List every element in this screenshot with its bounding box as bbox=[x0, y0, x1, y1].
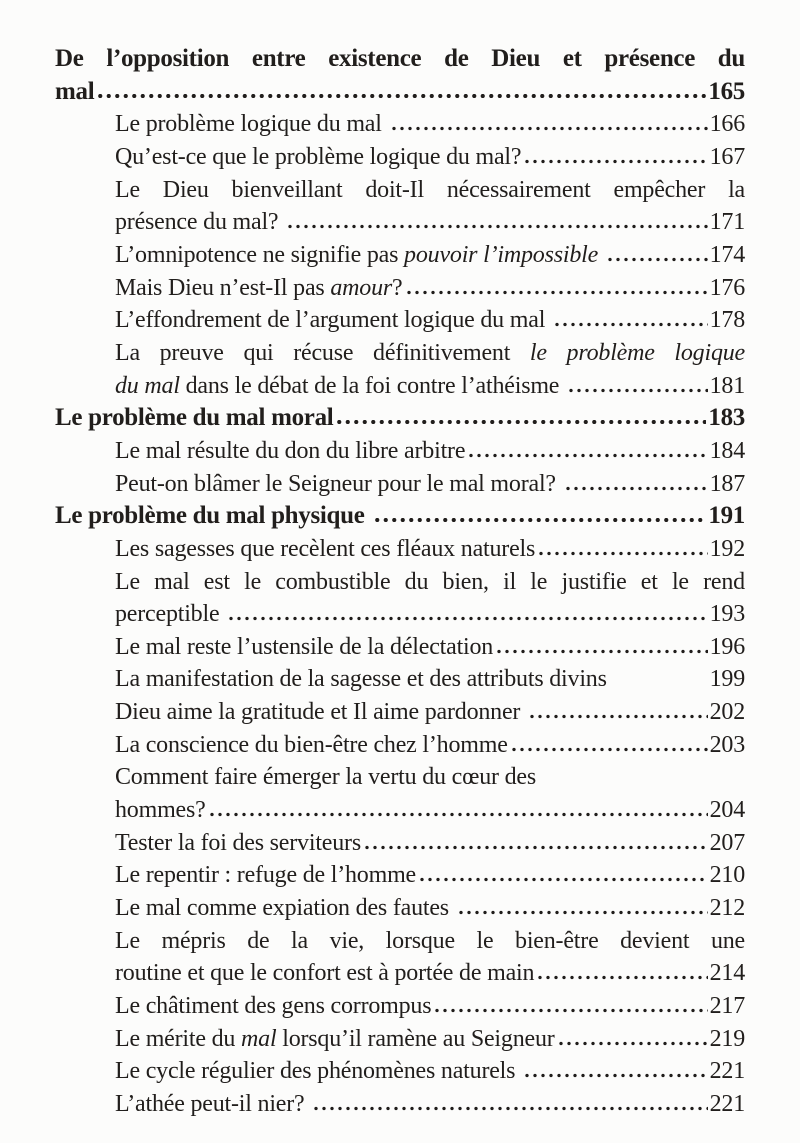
toc-entry-row bbox=[55, 566, 745, 599]
toc-entry-row bbox=[55, 827, 745, 860]
entry-title: L’effondrement de l’argument logique du mal bbox=[115, 307, 551, 334]
dot-leader bbox=[523, 159, 707, 164]
dot-leader bbox=[457, 910, 708, 915]
toc-entry-row bbox=[55, 729, 745, 762]
entry-title: Le mal résulte du don du libre arbitre bbox=[115, 437, 466, 464]
dot-leader bbox=[553, 322, 708, 327]
toc-entry-row bbox=[55, 337, 745, 370]
dot-leader bbox=[96, 93, 706, 99]
page-number: 204 bbox=[709, 797, 745, 824]
entry-title: La conscience du bien-être chez l’homme bbox=[115, 731, 508, 758]
page-number: 183 bbox=[708, 404, 745, 432]
toc-heading-row bbox=[55, 43, 745, 76]
page-number: 210 bbox=[709, 862, 745, 889]
entry-title: L’omnipotence ne signifie pas pouvoir l’impossible bbox=[115, 241, 599, 268]
dot-leader bbox=[510, 747, 708, 752]
page-number: 221 bbox=[709, 1091, 745, 1117]
entry-title: perceptible bbox=[115, 601, 226, 628]
page-number: 176 bbox=[709, 274, 745, 301]
entry-title: Mais Dieu n’est-Il pas amour? bbox=[115, 274, 403, 301]
page-number: 187 bbox=[709, 470, 745, 497]
leader-gap bbox=[609, 681, 708, 686]
dot-leader bbox=[536, 975, 707, 980]
toc-entry-row bbox=[55, 1023, 745, 1056]
dot-leader bbox=[363, 845, 708, 850]
entry-title: hommes? bbox=[115, 797, 206, 824]
dot-leader bbox=[606, 257, 708, 262]
toc-entry-row bbox=[55, 761, 745, 794]
dot-leader bbox=[390, 126, 708, 131]
heading-title: Le problème du mal physique bbox=[55, 502, 371, 530]
toc-entry-row bbox=[55, 598, 745, 631]
dot-leader bbox=[335, 419, 706, 425]
entry-title: Comment faire émerger la vertu du cœur des bbox=[115, 764, 536, 791]
dot-leader bbox=[537, 551, 707, 556]
page-number: 212 bbox=[709, 895, 745, 922]
page-number: 171 bbox=[709, 209, 745, 236]
toc-entry-row bbox=[55, 925, 745, 958]
page-number: 191 bbox=[708, 502, 745, 530]
dot-leader bbox=[523, 1073, 708, 1078]
toc-entry-row bbox=[55, 272, 745, 305]
heading-title: Le problème du mal moral bbox=[55, 404, 334, 432]
toc-entry-row bbox=[55, 663, 745, 696]
entry-title: Le Dieu bienveillant doit-Il nécessairement empêcher la bbox=[115, 176, 745, 203]
entry-title: Le mérite du mal lorsqu’il ramène au Seigneur bbox=[115, 1025, 555, 1052]
dot-leader bbox=[495, 649, 707, 654]
entry-title: Dieu aime la gratitude et Il aime pardonner bbox=[115, 699, 527, 726]
dot-leader bbox=[567, 388, 708, 393]
page-number: 178 bbox=[709, 307, 745, 334]
toc-entry-row bbox=[55, 1088, 745, 1121]
dot-leader bbox=[467, 453, 707, 458]
toc-entry-row bbox=[55, 370, 745, 403]
dot-leader bbox=[405, 290, 708, 295]
dot-leader bbox=[312, 1106, 707, 1111]
page-number: 166 bbox=[709, 111, 745, 138]
page-number: 219 bbox=[709, 1025, 745, 1052]
page-number: 184 bbox=[709, 437, 745, 464]
page-number: 214 bbox=[709, 960, 745, 987]
toc-entry-row bbox=[55, 696, 745, 729]
toc-heading-row bbox=[55, 402, 745, 435]
toc-entry-row bbox=[55, 892, 745, 925]
page-number: 203 bbox=[709, 731, 745, 758]
entry-title: Le mal comme expiation des fautes bbox=[115, 895, 455, 922]
entry-title: Le repentir : refuge de l’homme bbox=[115, 862, 416, 889]
dot-leader bbox=[433, 1008, 707, 1013]
entry-title: Qu’est-ce que le problème logique du mal? bbox=[115, 143, 522, 170]
toc-entry-row bbox=[55, 141, 745, 174]
toc-entry-row bbox=[55, 990, 745, 1023]
dot-leader bbox=[557, 1041, 708, 1046]
page-number: 174 bbox=[709, 241, 745, 268]
heading-title: mal bbox=[55, 77, 95, 105]
heading-title: De l’opposition entre existence de Dieu et présence du bbox=[55, 45, 745, 72]
toc-entry-row bbox=[55, 533, 745, 566]
toc-entry-row bbox=[55, 206, 745, 239]
entry-title: présence du mal? bbox=[115, 209, 285, 236]
page-number: 193 bbox=[709, 601, 745, 628]
page-number: 199 bbox=[709, 666, 745, 693]
toc-entry-row bbox=[55, 631, 745, 664]
dot-leader bbox=[286, 224, 707, 229]
page-number: 196 bbox=[709, 633, 745, 660]
toc-entry-row bbox=[55, 174, 745, 207]
entry-title: La manifestation de la sagesse et des attributs divins bbox=[115, 666, 607, 693]
page-number: 192 bbox=[709, 535, 745, 562]
page-number: 165 bbox=[708, 77, 745, 105]
page-number: 181 bbox=[709, 372, 745, 399]
toc-entry-row bbox=[55, 304, 745, 337]
page-number: 167 bbox=[709, 143, 745, 170]
toc-entry-row bbox=[55, 435, 745, 468]
dot-leader bbox=[227, 616, 707, 621]
entry-title: Les sagesses que recèlent ces fléaux naturels bbox=[115, 535, 536, 562]
toc-entry-row bbox=[55, 859, 745, 892]
toc-entry-row bbox=[55, 239, 745, 272]
entry-title: Le mal est le combustible du bien, il le justifie et le rend bbox=[115, 568, 745, 595]
toc-entry-row bbox=[55, 108, 745, 141]
entry-title: Le mépris de la vie, lorsque le bien-être devient une bbox=[115, 927, 745, 954]
entry-title: Le problème logique du mal bbox=[115, 111, 388, 138]
page-number: 221 bbox=[709, 1058, 745, 1085]
dot-leader bbox=[564, 486, 708, 491]
entry-title: Tester la foi des serviteurs bbox=[115, 829, 361, 856]
dot-leader bbox=[418, 877, 708, 882]
dot-leader bbox=[528, 714, 708, 719]
toc-entry-row bbox=[55, 957, 745, 990]
toc-entry-row bbox=[55, 794, 745, 827]
dot-leader bbox=[208, 812, 708, 817]
entry-title: Peut-on blâmer le Seigneur pour le mal moral? bbox=[115, 470, 562, 497]
entry-title: Le cycle régulier des phénomènes naturels bbox=[115, 1058, 522, 1085]
toc-entry-row bbox=[55, 468, 745, 501]
entry-title: routine et que le confort est à portée de main bbox=[115, 960, 535, 987]
toc-heading-row bbox=[55, 76, 745, 109]
dot-leader bbox=[373, 517, 707, 523]
page-number: 202 bbox=[709, 699, 745, 726]
entry-title: Le mal reste l’ustensile de la délectation bbox=[115, 633, 494, 660]
toc-entry-row bbox=[55, 1055, 745, 1088]
toc-heading-row bbox=[55, 500, 745, 533]
page-number: 207 bbox=[709, 829, 745, 856]
toc-list bbox=[55, 43, 745, 1121]
entry-title: La preuve qui récuse définitivement le problème logique bbox=[115, 339, 745, 366]
entry-title: L’athée peut-il nier? bbox=[115, 1091, 311, 1117]
entry-title: Le châtiment des gens corrompus bbox=[115, 993, 432, 1020]
page-number: 217 bbox=[709, 993, 745, 1020]
entry-title: du mal dans le débat de la foi contre l’athéisme bbox=[115, 372, 566, 399]
